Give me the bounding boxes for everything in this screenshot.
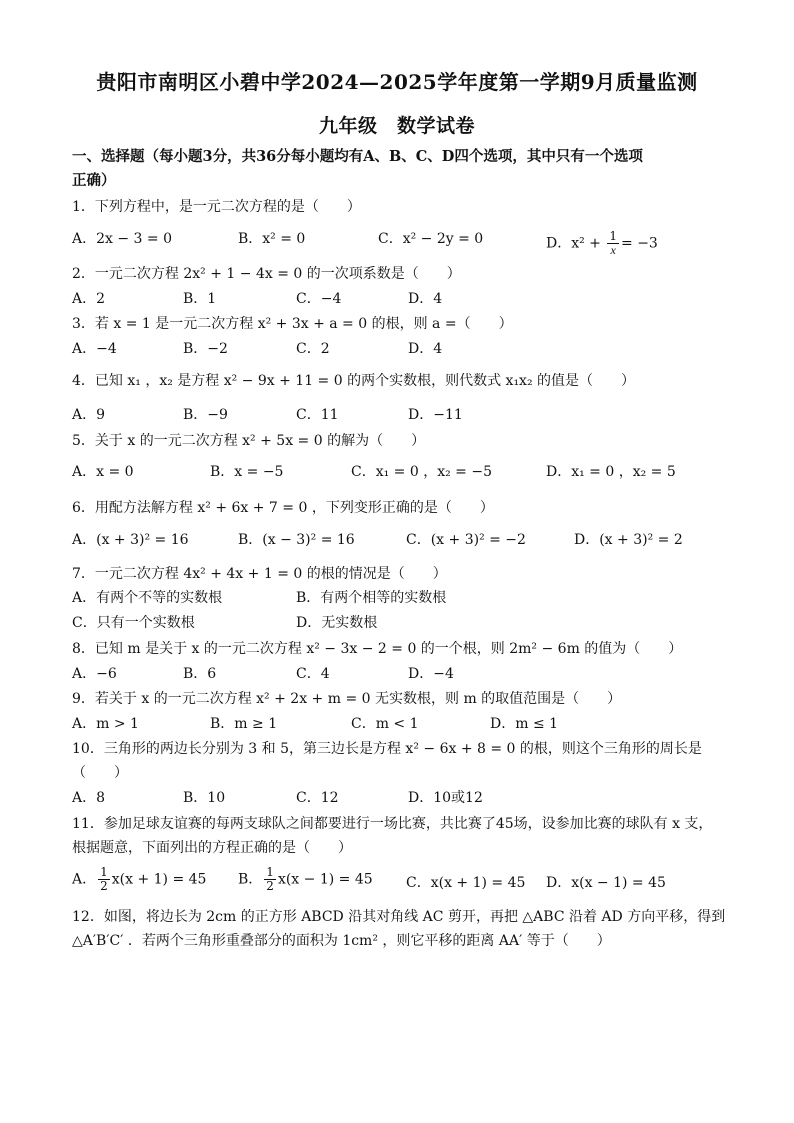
question-3-stem: 3．若 x = 1 是一元二次方程 x² + 3x + a = 0 的根，则 a =（ ） bbox=[72, 316, 513, 332]
exam-subtitle: 九年级 数学试卷 bbox=[318, 115, 475, 137]
q11-option-c: C．x(x + 1) = 45 bbox=[406, 875, 526, 891]
q9-option-c: C．m < 1 bbox=[351, 716, 419, 732]
q3-option-d: D．4 bbox=[408, 341, 443, 357]
q3-option-c: C．2 bbox=[296, 341, 330, 357]
q5-option-a: A．x = 0 bbox=[72, 464, 134, 480]
q11-option-b-expr: x(x − 1) = 45 bbox=[277, 871, 373, 888]
q9-option-d: D．m ≤ 1 bbox=[490, 716, 559, 732]
q2-option-b: B．1 bbox=[183, 291, 217, 307]
q3-option-a: A．−4 bbox=[72, 341, 117, 357]
q1-option-b: B．x² = 0 bbox=[238, 231, 306, 247]
question-5-stem: 5．关于 x 的一元二次方程 x² + 5x = 0 的解为（ ） bbox=[72, 433, 426, 449]
q5-option-b: B．x = −5 bbox=[210, 464, 284, 480]
fraction-numerator: 1 bbox=[609, 229, 618, 243]
q6-option-a: A．(x + 3)² = 16 bbox=[72, 532, 189, 548]
q11-option-a bbox=[72, 866, 206, 893]
q5-option-c: C．x₁ = 0 ，x₂ = −5 bbox=[351, 464, 492, 480]
q4-option-b: B．−9 bbox=[183, 407, 228, 423]
q2-option-d: D．4 bbox=[408, 291, 443, 307]
fraction-denominator: 2 bbox=[266, 879, 274, 893]
q11-option-b-label: B． bbox=[238, 871, 263, 888]
fraction-one-half bbox=[98, 866, 110, 893]
q8-option-d: D．−4 bbox=[408, 666, 454, 682]
question-7-stem: 7．一元二次方程 4x² + 4x + 1 = 0 的根的情况是（ ） bbox=[72, 566, 447, 582]
q1-option-a: A．2x − 3 = 0 bbox=[72, 231, 172, 247]
question-2-stem: 2．一元二次方程 2x² + 1 − 4x = 0 的一次项系数是（ ） bbox=[72, 266, 461, 282]
q6-option-b: B．(x − 3)² = 16 bbox=[238, 532, 355, 548]
fraction-one-half bbox=[264, 866, 276, 893]
q11-option-d: D．x(x − 1) = 45 bbox=[546, 875, 666, 891]
question-11-stem: 11．参加足球友谊赛的每两支球队之间都要进行一场比赛，共比赛了45场，设参加比赛的球队有 x 支， bbox=[72, 816, 713, 832]
question-11-stem-cont: 根据题意，下面列出的方程正确的是（ ） bbox=[72, 840, 352, 856]
q9-option-b: B．m ≥ 1 bbox=[210, 716, 278, 732]
q4-option-c: C．11 bbox=[296, 407, 339, 423]
exam-title: 贵阳市南明区小碧中学2024—2025学年度第一学期9月质量监测 bbox=[96, 70, 698, 94]
q11-option-a-expr: x(x + 1) = 45 bbox=[111, 871, 207, 888]
q7-option-d: D．无实数根 bbox=[296, 615, 378, 631]
question-10-stem-cont: （ ） bbox=[72, 765, 128, 781]
q10-option-b: B．10 bbox=[183, 790, 226, 806]
q1-option-d bbox=[546, 230, 658, 257]
q10-option-c: C．12 bbox=[296, 790, 339, 806]
q10-option-a: A．8 bbox=[72, 790, 106, 806]
question-12-stem-cont: △A′B′C′ ．若两个三角形重叠部分的面积为 1cm² ，则它平移的距离 AA′ 等于（ ） bbox=[72, 933, 611, 949]
question-10-stem: 10．三角形的两边长分别为 3 和 5，第三边长是方程 x² − 6x + 8 = 0 的根，则这个三角形的周长是 bbox=[72, 741, 702, 757]
q11-option-a-label: A． bbox=[72, 871, 97, 888]
q7-option-c: C．只有一个实数根 bbox=[72, 615, 195, 631]
q6-option-d: D．(x + 3)² = 2 bbox=[574, 532, 683, 548]
question-4-stem: 4．已知 x₁ ，x₂ 是方程 x² − 9x + 11 = 0 的两个实数根，则代数式 x₁x₂ 的值是（ ） bbox=[72, 373, 636, 389]
q2-option-a: A．2 bbox=[72, 291, 106, 307]
question-12-stem: 12．如图，将边长为 2cm 的正方形 ABCD 沿其对角线 AC 剪开，再把 △ABC 沿着 AD 方向平移，得到 bbox=[72, 909, 726, 925]
q6-option-c: C．(x + 3)² = −2 bbox=[406, 532, 526, 548]
q1-option-d-suffix: = −3 bbox=[621, 235, 658, 252]
fraction-one-over-x bbox=[607, 230, 619, 257]
fraction-denominator: 2 bbox=[100, 879, 108, 893]
q10-option-d: D．10或12 bbox=[408, 790, 483, 806]
q1-option-d-prefix: D．x² + bbox=[546, 235, 606, 252]
q3-option-b: B．−2 bbox=[183, 341, 228, 357]
question-8-stem: 8．已知 m 是关于 x 的一元二次方程 x² − 3x − 2 = 0 的一个根，则 2m² − 6m 的值为（ ） bbox=[72, 641, 683, 657]
section-heading-line1: 一、选择题（每小题3分，共36分每小题均有A、B、C、D四个选项，其中只有一个选项 bbox=[72, 148, 643, 165]
q8-option-b: B．6 bbox=[183, 666, 217, 682]
q1-option-c: C．x² − 2y = 0 bbox=[378, 231, 484, 247]
q11-option-b bbox=[238, 866, 373, 893]
fraction-numerator: 1 bbox=[266, 865, 274, 879]
q4-option-d: D．−11 bbox=[408, 407, 463, 423]
q8-option-c: C．4 bbox=[296, 666, 330, 682]
question-6-stem: 6．用配方法解方程 x² + 6x + 7 = 0 ，下列变形正确的是（ ） bbox=[72, 500, 494, 516]
q4-option-a: A．9 bbox=[72, 407, 106, 423]
question-9-stem: 9．若关于 x 的一元二次方程 x² + 2x + m = 0 无实数根，则 m 的取值范围是（ ） bbox=[72, 691, 622, 707]
fraction-numerator: 1 bbox=[100, 865, 108, 879]
q5-option-d: D．x₁ = 0 ，x₂ = 5 bbox=[546, 464, 676, 480]
section-heading-line2: 正确） bbox=[72, 172, 116, 189]
q8-option-a: A．−6 bbox=[72, 666, 117, 682]
question-1-stem: 1．下列方程中，是一元二次方程的是（ ） bbox=[72, 199, 361, 215]
q7-option-b: B．有两个相等的实数根 bbox=[296, 590, 447, 606]
q9-option-a: A．m > 1 bbox=[72, 716, 139, 732]
fraction-denominator: x bbox=[610, 243, 616, 257]
q7-option-a: A．有两个不等的实数根 bbox=[72, 590, 223, 606]
q2-option-c: C．−4 bbox=[296, 291, 342, 307]
